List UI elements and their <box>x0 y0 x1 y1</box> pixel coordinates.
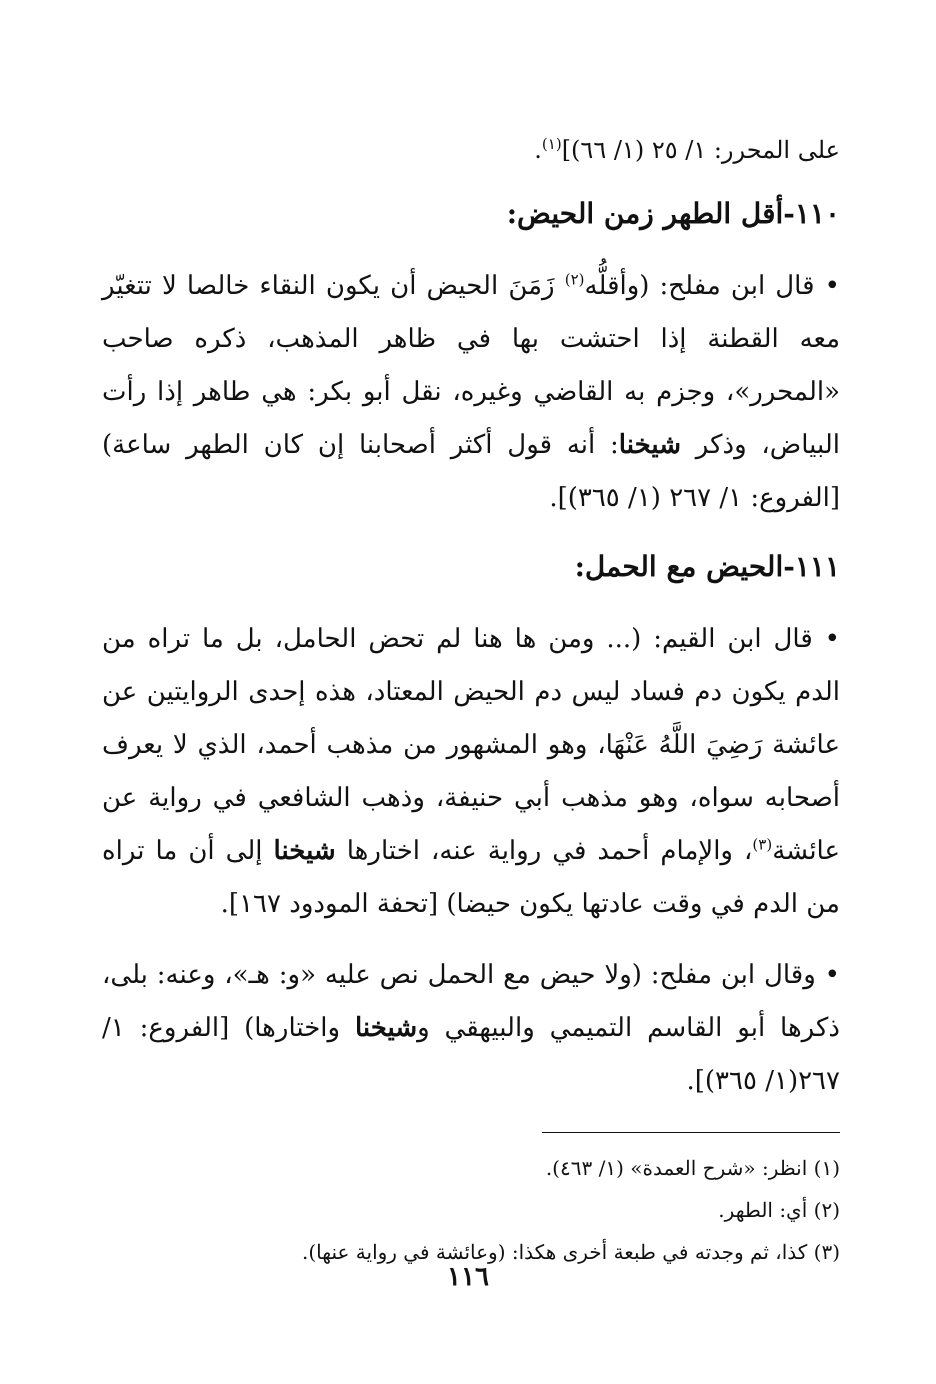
continued-footnote-line <box>102 128 840 172</box>
para-text: زَمَنَ الحيض أن يكون النقاء خالصا لا تتغيّر معه القطنة إذا احتشت بها في ظاهر المذهب، ذكره صاحب «المحرر»، وجزم به القاضي وغيره، نقل أبو بكر: هي طاهر إذا رأت البياض، وذكر <box>102 271 840 460</box>
section-111-paragraph-2 <box>102 949 840 1108</box>
footnote-divider <box>542 1132 840 1133</box>
footnote-ref-2[interactable]: (٢) <box>564 270 585 289</box>
section-110-heading: ١١٠-أقل الطهر زمن الحيض: <box>506 197 840 230</box>
footnote-1: (١) انظر: «شرح العمدة» (١/ ٤٦٣). <box>545 1156 840 1180</box>
para-text: واختارها) [الفروع: ١/ ٢٦٧(١/ ٣٦٥)]. <box>102 1013 840 1096</box>
para-text: • قال ابن القيم: (... ومن ها هنا لم تحض الحامل، بل ما تراه من الدم يكون دم فساد ليس دم الحيض المعتاد، هذه إحدى الروايتين عن عائشة رَضِيَ اللَّهُ عَنْهَا، وهو المشهور من مذهب أحمد، الذي لا يعرف أصحابه سواه، وهو مذهب أبي حنيفة، وذهب الشافعي في رواية عن عائشة <box>102 624 840 866</box>
section-111-paragraph-1 <box>102 613 840 931</box>
footnote-ref-1[interactable]: (١) <box>541 135 562 153</box>
para-text: • قال ابن مفلح: (وأقلُّه <box>584 271 841 301</box>
page-number: ١١٦ <box>447 1262 489 1292</box>
section-110-paragraph <box>102 260 840 525</box>
bold-term: شيخنا <box>273 836 336 866</box>
continued-end: . <box>534 136 542 164</box>
footnote-2: (٢) أي: الطهر. <box>718 1198 840 1222</box>
para-text: : أنه قول أكثر أصحابنا إن كان الطهر ساعة) [الفروع: ١/ ٢٦٧ (١/ ٣٦٥)]. <box>102 430 840 513</box>
bold-term: شيخنا <box>354 1013 418 1043</box>
continued-text: على المحرر: ١/ ٢٥ (١/ ٦٦)] <box>561 136 840 164</box>
para-text: إلى أن ما تراه من الدم في وقت عادتها يكون حيضا) [تحفة المودود ١٦٧]. <box>102 836 840 919</box>
para-text: • وقال ابن مفلح: (ولا حيض مع الحمل نص عليه «و: هـ»، وعنه: بلى، ذكرها أبو القاسم التميمي والبيهقي و <box>102 960 840 1043</box>
footnote-ref-3[interactable]: (٣) <box>752 835 773 854</box>
section-111-heading: ١١١-الحيض مع الحمل: <box>574 550 840 583</box>
bold-term: شيخنا <box>618 430 681 460</box>
footnote-3: (٣) كذا، ثم وجدته في طبعة أخرى هكذا: (وعائشة في رواية عنها). <box>301 1240 840 1264</box>
para-text: ، والإمام أحمد في رواية عنه، اختارها <box>335 836 753 866</box>
